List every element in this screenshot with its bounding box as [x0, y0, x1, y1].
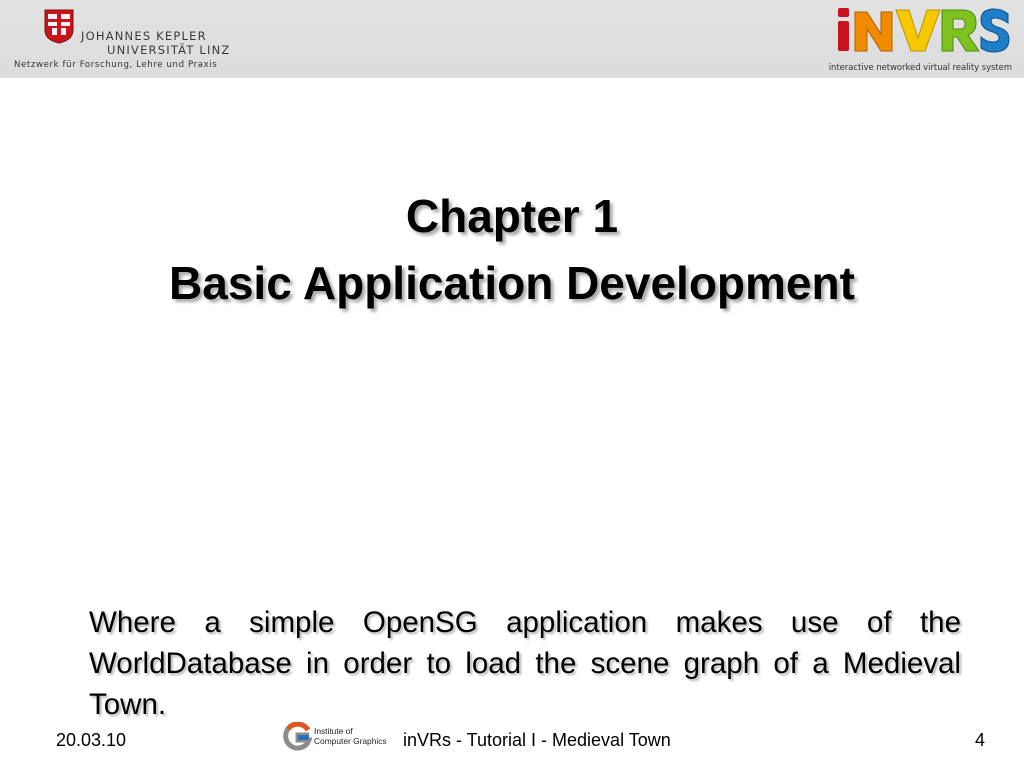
- slide-body-text: Where a simple OpenSG application makes use of the WorldDatabase in order to load the scene graph of a Medieval Town.: [89, 606, 961, 721]
- icg-g-icon: [282, 722, 312, 752]
- footer-page-number: 4: [975, 730, 986, 750]
- icg-logo-line1: Institute of: [314, 726, 353, 736]
- slide-title-line2: Basic Application Development: [169, 257, 855, 309]
- invrs-logo: [828, 4, 1018, 74]
- footer-title: inVRs - Tutorial I - Medieval Town: [403, 730, 671, 750]
- invrs-wordmark-icon: [836, 4, 1010, 54]
- slide-header: [0, 0, 1024, 78]
- icg-logo-text: [314, 726, 387, 746]
- footer-date: 20.03.10: [56, 730, 127, 750]
- jku-name-line1: JOHANNES KEPLER: [81, 29, 207, 43]
- icg-logo-line2: Computer Graphics: [314, 736, 387, 746]
- slide-title-line1: Chapter 1: [405, 190, 619, 242]
- invrs-tagline: interactive networked virtual reality system: [828, 62, 1012, 72]
- jku-logo: [12, 6, 252, 76]
- jku-name-line2: UNIVERSITÄT LINZ: [107, 43, 231, 57]
- jku-seal-icon: [43, 8, 75, 44]
- jku-tagline: Netzwerk für Forschung, Lehre und Praxis: [14, 60, 218, 70]
- icg-logo: [282, 722, 404, 752]
